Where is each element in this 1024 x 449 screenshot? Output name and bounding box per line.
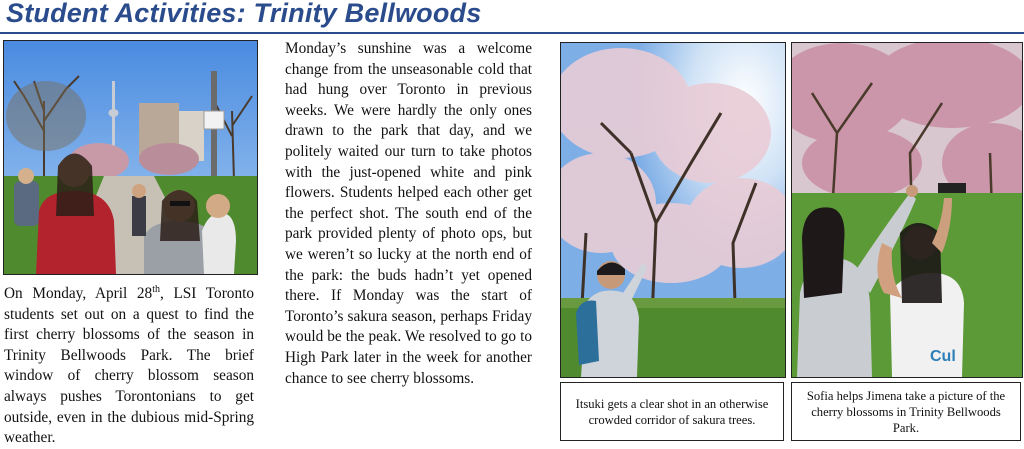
col1-superscript: th	[152, 283, 160, 295]
students-park-photo	[3, 40, 258, 275]
col1-text-rest: , LSI Toronto students set out on a quest to find the first cherry blossoms of the season in Trinity Bellwoods Park. The brief window of cherry blossom season always pushes Torontonians to get outside, even in the dubious mid-Spring weather.	[4, 285, 254, 447]
itsuki-photo	[560, 42, 786, 378]
page-title: Student Activities: Trinity Bellwoods	[6, 0, 482, 28]
itsuki-caption: Itsuki gets a clear shot in an otherwise crowded corridor of sakura trees.	[560, 382, 784, 441]
sofia-caption: Sofia helps Jimena take a picture of the cherry blossoms in Trinity Bellwoods Park.	[791, 382, 1021, 441]
article-column-2	[285, 39, 532, 389]
col1-text-start: On Monday, April 28	[4, 285, 153, 302]
col2-paragraph: Monday’s sunshine was a welcome change from the unseasonable cold that had hung over Toronto in previous weeks. We were hardly the only ones drawn to the park that day, and we politely waited our turn to take photos with the just-opened white and pink flowers. Students helped each other get the perfect shot. The south end of the park provided plenty of photo ops, but we weren’t so lucky at the north end of the park: the buds hadn’t yet opened there. If Monday was the start of Toronto’s sakura season, perhaps Friday would be the peak. We resolved to go to High Park later in the week for another chance to see cherry blossoms.	[285, 40, 532, 387]
title-rule	[0, 32, 1024, 34]
article-column-1	[4, 284, 254, 449]
svg-text:Cul: Cul	[930, 348, 956, 365]
sofia-jimena-photo	[791, 42, 1023, 378]
